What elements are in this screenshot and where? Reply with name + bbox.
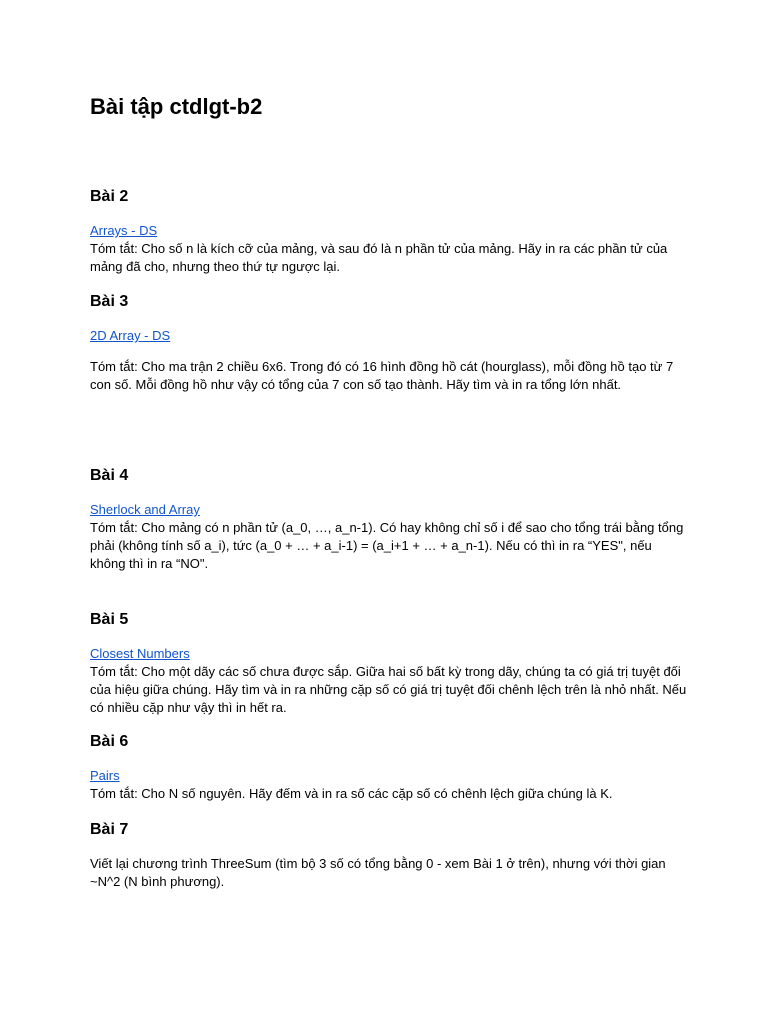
section-bai-2 xyxy=(90,187,690,276)
section-heading: Bài 2 xyxy=(90,188,129,205)
section-summary: Viết lại chương trình ThreeSum (tìm bộ 3 số có tổng bằng 0 - xem Bài 1 ở trên), nhưng với thời gian ~N^2 (N bình phương). xyxy=(90,856,666,889)
problem-link-sherlock-and-array[interactable]: Sherlock and Array xyxy=(90,502,200,517)
section-summary: Tóm tắt: Cho ma trận 2 chiều 6x6. Trong đó có 16 hình đồng hồ cát (hourglass), mỗi đồng hồ tạo từ 7 con số. Mỗi đồng hồ như vậy có tổng của 7 con số tạo thành. Hãy tìm và in ra tổng lớn nhất. xyxy=(90,359,674,392)
section-heading: Bài 5 xyxy=(90,611,129,628)
problem-link-arrays-ds[interactable]: Arrays - DS xyxy=(90,223,158,238)
section-bai-4 xyxy=(90,466,690,573)
section-bai-5 xyxy=(90,610,690,717)
section-bai-3 xyxy=(90,292,690,394)
section-bai-6 xyxy=(90,732,690,803)
section-summary: Tóm tắt: Cho một dãy các số chưa được sắp. Giữa hai số bất kỳ trong dãy, chúng ta có giá trị tuyệt đối của hiệu giữa chúng. Hãy tìm và in ra những cặp số có giá trị tuyệt đối chênh lệch trên là nhỏ nhất. Nếu có nhiều cặp như vậy thì in hết ra. xyxy=(90,664,687,715)
section-summary: Tóm tắt: Cho mảng có n phần tử (a_0, …, a_n-1). Có hay không chỉ số i để sao cho tổng trái bằng tổng phải (không tính số a_i), tức (a_0 + … + a_i-1) = (a_i+1 + … + a_n-1). Nếu có thì in ra “YES", nếu không thì in ra “NO". xyxy=(90,520,684,571)
section-bai-7 xyxy=(90,820,690,891)
document-title: Bài tập ctdlgt-b2 xyxy=(90,94,263,119)
section-heading: Bài 6 xyxy=(90,733,129,750)
section-heading: Bài 3 xyxy=(90,293,129,310)
section-summary: Tóm tắt: Cho số n là kích cỡ của mảng, và sau đó là n phần tử của mảng. Hãy in ra các phần tử của mảng đã cho, nhưng theo thứ tự ngược lại. xyxy=(90,241,668,274)
problem-link-2d-array-ds[interactable]: 2D Array - DS xyxy=(90,328,171,343)
section-summary: Tóm tắt: Cho N số nguyên. Hãy đếm và in ra số các cặp số có chênh lệch giữa chúng là K. xyxy=(90,786,613,801)
section-heading: Bài 4 xyxy=(90,467,129,484)
section-heading: Bài 7 xyxy=(90,821,129,838)
problem-link-closest-numbers[interactable]: Closest Numbers xyxy=(90,646,190,661)
problem-link-pairs[interactable]: Pairs xyxy=(90,768,120,783)
